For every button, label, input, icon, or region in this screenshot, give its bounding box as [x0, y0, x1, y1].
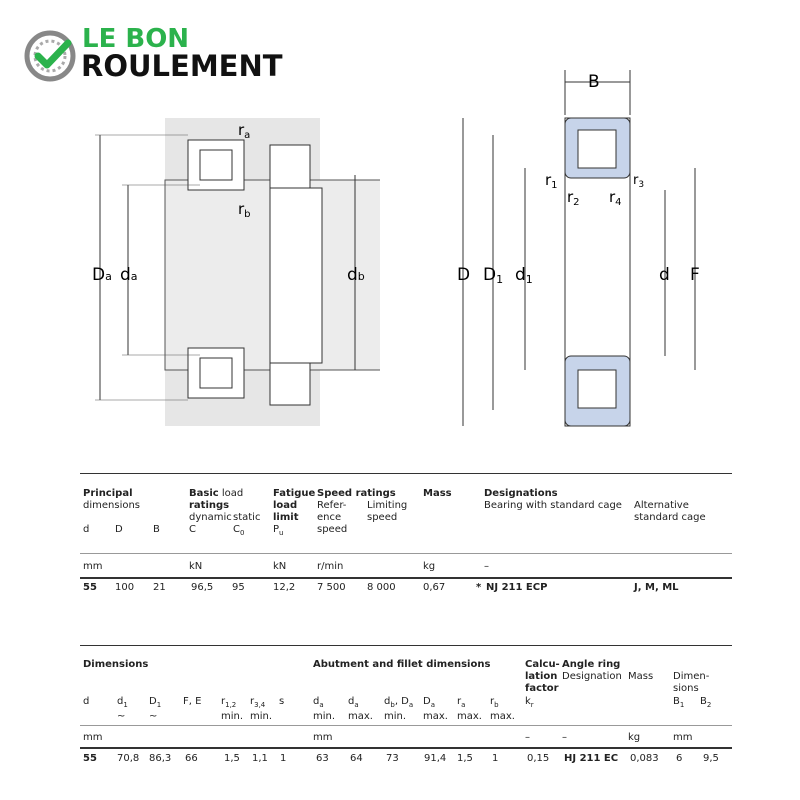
h-refer: Refer- — [317, 500, 347, 511]
label-r3: $r_3$ — [633, 173, 645, 190]
h-ence: ence — [317, 512, 342, 523]
h-dimensions: dimensions — [83, 500, 141, 511]
cell-B1: 6 — [676, 753, 683, 764]
label-Da: Da — [92, 265, 112, 285]
cell-db: 73 — [386, 753, 399, 764]
h-calc: factor — [525, 683, 559, 694]
sym-da-min: $d_a$ min. — [313, 696, 336, 722]
sym-r34: $r_{3,4}$ min. — [250, 696, 273, 722]
label-D1: D1 — [483, 265, 504, 286]
h-calc: Calcu- — [525, 659, 560, 670]
cell-ref-speed: 7 500 — [317, 582, 346, 593]
h-calc: lation — [525, 671, 558, 682]
label-rb: $r_b$ — [238, 200, 251, 220]
unit-mm: mm — [83, 732, 103, 743]
label-ra: $r_a$ — [238, 121, 251, 141]
bearing-drawing — [445, 60, 715, 440]
label-D: D — [457, 265, 471, 285]
sym-Da-max: $D_a$ max. — [423, 696, 448, 722]
sym-r12: $r_{1,2}$ min. — [221, 696, 244, 722]
label-r2: $r_2$ — [567, 188, 580, 208]
h-designations: Designations — [484, 488, 558, 499]
cell-ra: 1,5 — [457, 753, 473, 764]
cell-alternative: J, M, ML — [634, 582, 679, 593]
cell-D1: 86,3 — [149, 753, 172, 764]
label-d1: d1 — [515, 265, 533, 286]
h-load: load — [273, 500, 298, 511]
bearing-check-icon — [24, 30, 76, 82]
cell-da-min: 63 — [316, 753, 329, 764]
label-F: F — [690, 265, 700, 285]
unit-kg: kg — [628, 732, 641, 743]
h-limiting-speed: speed — [367, 512, 398, 523]
sym-rb: $r_b$ max. — [490, 696, 515, 722]
h-fatigue: Fatigue — [273, 488, 316, 499]
cell-B: 21 — [153, 582, 166, 593]
h-dynamic: dynamic — [189, 512, 232, 523]
cell-D: 100 — [115, 582, 135, 593]
sym-Pu: $P_u$ — [273, 524, 284, 537]
sym-D: D — [115, 524, 123, 535]
cell-star: * — [476, 582, 482, 593]
unit-dash: – — [484, 561, 489, 572]
sym-B: B — [153, 524, 160, 535]
h-designation: Designation — [562, 671, 622, 682]
h-dimensions: Dimensions — [83, 659, 149, 670]
cell-d: 55 — [83, 582, 97, 593]
logo-line2: ROULEMENT — [81, 49, 283, 83]
cell-mass: 0,67 — [423, 582, 446, 593]
sym-ra: $r_a$ max. — [457, 696, 482, 722]
cell-lim-speed: 8 000 — [367, 582, 396, 593]
cell-designation[interactable]: NJ 211 ECP — [486, 582, 548, 593]
label-r1: $r_1$ — [545, 171, 558, 191]
cell-r12: 1,5 — [224, 753, 240, 764]
unit-rmin: r/min — [317, 561, 344, 572]
unit-dash: – — [525, 732, 530, 743]
cell-angle-ring[interactable]: HJ 211 EC — [564, 753, 619, 764]
mounting-drawing — [80, 110, 380, 440]
cell-B2: 9,5 — [703, 753, 719, 764]
h-static: static — [233, 512, 261, 523]
sym-B2: $B_2$ — [700, 696, 712, 709]
unit-kN: kN — [189, 561, 203, 572]
sym-d: d — [83, 696, 90, 707]
unit-kN: kN — [273, 561, 287, 572]
cell-r34: 1,1 — [252, 753, 268, 764]
h-speed: speed — [317, 524, 348, 535]
logo — [24, 24, 294, 84]
h-angle-ring: Angle ring — [562, 659, 621, 670]
h-dimensions2: Dimen- — [673, 671, 710, 682]
sym-B1: $B_1$ — [673, 696, 685, 709]
cell-s: 1 — [280, 753, 287, 764]
sym-kr: $k_r$ — [525, 696, 534, 709]
cell-d1: 70,8 — [117, 753, 140, 764]
sym-C: C — [189, 524, 196, 535]
h-alternative: Alternative — [634, 500, 689, 511]
cell-d: 55 — [83, 753, 97, 764]
cell-mass: 0,083 — [630, 753, 659, 764]
cell-da-max: 64 — [350, 753, 363, 764]
label-da: da — [120, 265, 138, 285]
h-basic: Basic load — [189, 488, 244, 499]
cell-kr: 0,15 — [527, 753, 550, 764]
sym-C0: $C_0$ — [233, 524, 245, 537]
cell-Da: 91,4 — [424, 753, 447, 764]
h-limit: limit — [273, 512, 299, 523]
label-db: db — [347, 265, 365, 285]
h-standard-cage: Bearing with standard cage — [484, 500, 622, 511]
sym-d: d — [83, 524, 90, 535]
cell-C: 96,5 — [191, 582, 214, 593]
h-mass: Mass — [628, 671, 654, 682]
unit-mm: mm — [83, 561, 103, 572]
label-d: d — [659, 265, 670, 285]
h-dimensions2: sions — [673, 683, 699, 694]
h-mass: Mass — [423, 488, 452, 499]
logo-line1: LE BON — [82, 24, 190, 54]
sym-d1: $d_1$ ~ — [117, 696, 128, 722]
unit-kg: kg — [423, 561, 436, 572]
unit-mm: mm — [313, 732, 333, 743]
label-B: B — [588, 72, 600, 92]
cell-rb: 1 — [492, 753, 499, 764]
cell-FE: 66 — [185, 753, 198, 764]
unit-mm: mm — [673, 732, 693, 743]
unit-dash: – — [562, 732, 567, 743]
cell-Pu: 12,2 — [273, 582, 296, 593]
h-ratings: ratings — [189, 500, 230, 511]
sym-FE: F, E — [183, 696, 202, 707]
cell-C0: 95 — [232, 582, 245, 593]
sym-db-Da: $d_b$, $D_a$ min. — [384, 696, 414, 722]
h-abutment: Abutment and fillet dimensions — [313, 659, 491, 670]
h-speed-ratings: Speed ratings — [317, 488, 396, 499]
h-limiting: Limiting — [367, 500, 408, 511]
sym-s: s — [279, 696, 285, 707]
sym-da-max: $d_a$ max. — [348, 696, 373, 722]
h-principal: Principal — [83, 488, 133, 499]
label-r4: $r_4$ — [609, 188, 622, 208]
h-alt-cage: standard cage — [634, 512, 706, 523]
sym-D1: $D_1$ ~ — [149, 696, 162, 722]
